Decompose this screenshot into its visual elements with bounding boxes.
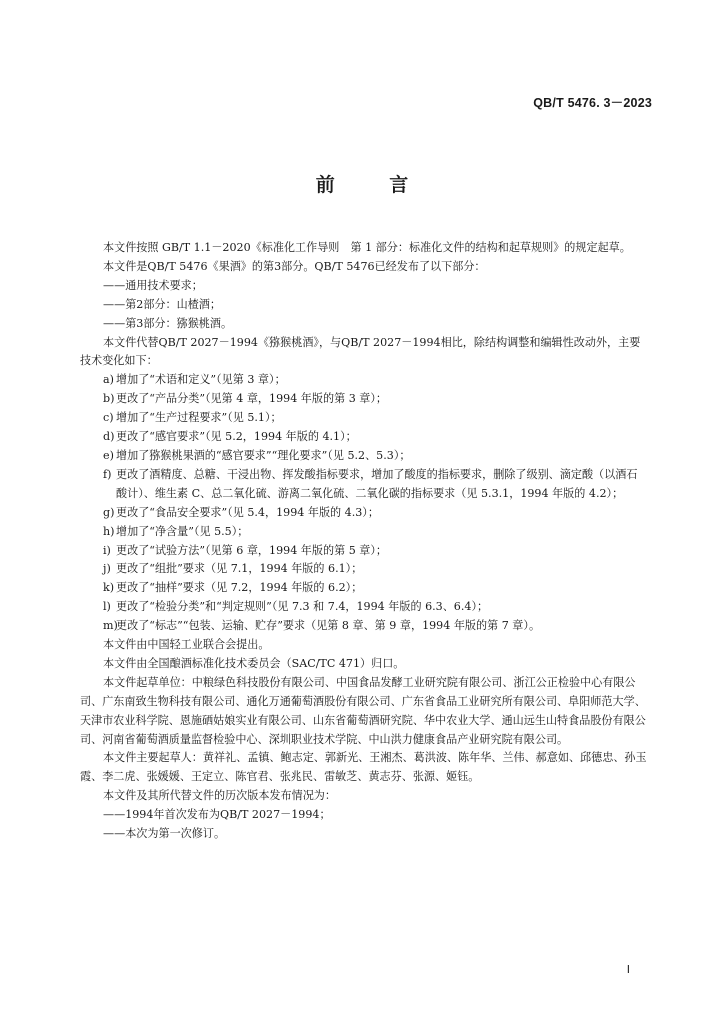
change-text: 更改了“试验方法”（见第 6 章，1994 年版的第 5 章）；: [116, 543, 388, 557]
change-text: 增加了猕猴桃果酒的“感官要求”“理化要求”（见 5.2、5.3）；: [116, 448, 411, 462]
paragraph-committee: 本文件由全国酿酒标准化技术委员会（SAC/TC 471）归口。: [103, 656, 405, 670]
page-title: 前 言: [315, 174, 433, 196]
change-item: [80, 447, 648, 466]
history-item: ——1994年首次发布为QB/T 2027－1994；: [103, 808, 331, 822]
change-text: 更改了“组批”要求（见 7.1，1994 年版的 6.1）；: [116, 562, 363, 576]
list-item: ——通用技术要求；: [103, 278, 203, 292]
change-text: 增加了“生产过程要求”（见 5.1）；: [116, 411, 282, 425]
history-item: ——本次为第一次修订。: [103, 827, 226, 841]
change-label: m): [103, 619, 118, 633]
paragraph-series-intro: 本文件是QB/T 5476《果酒》的第3部分。QB/T 5476已经发布了以下部分：: [103, 259, 486, 273]
foreword-body: [80, 239, 648, 844]
change-label: c): [103, 411, 114, 425]
change-item: [80, 390, 648, 409]
paragraph-drafters: 本文件主要起草人：黄祥礼、孟镇、鲍志定、郭新光、王湘杰、葛洪波、陈年华、兰伟、郝意如、邱德忠、孙玉霞、李二虎、张媛媛、王定立、陈官君、张兆民、雷敏芝、黄志芬、张源、姬钰。: [80, 751, 647, 784]
change-item: [80, 504, 648, 523]
change-item: [80, 466, 648, 504]
change-text: 增加了“术语和定义”（见第 3 章）；: [116, 373, 286, 387]
change-text: 更改了“检验分类”和“判定规则”（见 7.3 和 7.4，1994 年版的 6.3、6.4）；: [116, 600, 489, 614]
change-item: [80, 371, 648, 390]
paragraph-replaces: 本文件代替QB/T 2027－1994《猕猴桃酒》，与QB/T 2027－1994相比，除结构调整和编辑性改动外，主要技术变化如下：: [80, 335, 641, 368]
change-label: b): [103, 392, 115, 406]
paragraph-proposer: 本文件由中国轻工业联合会提出。: [103, 638, 270, 652]
change-text: 增加了“净含量”（见 5.5）；: [116, 524, 249, 538]
change-label: i): [103, 543, 111, 557]
change-item: [80, 428, 648, 447]
change-label: l): [103, 600, 111, 614]
standard-code: QB/T 5476. 3－2023: [533, 96, 652, 110]
change-text: 更改了“标志”“包装、运输、贮存”要求（见第 8 章、第 9 章，1994 年版的第 7 章）。: [116, 619, 541, 633]
change-label: a): [103, 373, 114, 387]
change-item: [80, 560, 648, 579]
change-item: [80, 409, 648, 428]
change-text: 更改了“抽样”要求（见 7.2，1994 年版的 6.2）；: [116, 581, 363, 595]
page-number: I: [626, 963, 630, 976]
change-label: k): [103, 581, 115, 595]
change-label: e): [103, 448, 114, 462]
change-text: 更改了“食品安全要求”（见 5.4，1994 年版的 4.3）；: [116, 505, 379, 519]
change-label: g): [103, 505, 115, 519]
paragraph-history-intro: 本文件及其所代替文件的历次版本发布情况为：: [103, 789, 336, 803]
paragraph-drafting-units: 本文件起草单位：中粮绿色科技股份有限公司、中国食品发酵工业研究院有限公司、浙江公正检验中心有限公司、广东南致生物科技有限公司、通化万通葡萄酒股份有限公司、广东省食品工业研究所有限公司、阜阳师范大学、天津市农业科学院、恩施硒姑娘实业有限公司、山东省葡萄酒研究院、华中农业大学、通山远生山特食品股份有限公司、河南省葡萄酒质量监督检验中心、深圳职业技术学院、中山洪力健康食品产业研究院有限公司。: [80, 675, 646, 746]
change-label: d): [103, 430, 115, 444]
change-label: j): [103, 562, 111, 576]
change-item: [80, 542, 648, 561]
change-item: [80, 598, 648, 617]
list-item: ——第2部分：山楂酒；: [103, 297, 221, 311]
change-text: 更改了“产品分类”（见第 4 章，1994 年版的第 3 章）；: [116, 392, 388, 406]
change-text: 更改了酒精度、总糖、干浸出物、挥发酸指标要求，增加了酸度的指标要求，删除了级别、滴定酸（以酒石酸计）、维生素 C、总二氧化硫、游离二氧化硫、二氧化碳的指标要求（见 5.3.1，1994 年版的 4.2）；: [116, 467, 638, 500]
change-text: 更改了“感官要求”（见 5.2，1994 年版的 4.1）；: [116, 430, 357, 444]
change-label: f): [103, 467, 112, 481]
paragraph-drafting-rules: 本文件按照 GB/T 1.1－2020《标准化工作导则 第 1 部分：标准化文件的结构和起草规则》的规定起草。: [103, 241, 631, 254]
change-label: h): [103, 524, 115, 538]
change-item: [80, 617, 648, 636]
list-item: ——第3部分：猕猴桃酒。: [103, 316, 233, 330]
change-item: [80, 523, 648, 542]
change-item: [80, 579, 648, 598]
